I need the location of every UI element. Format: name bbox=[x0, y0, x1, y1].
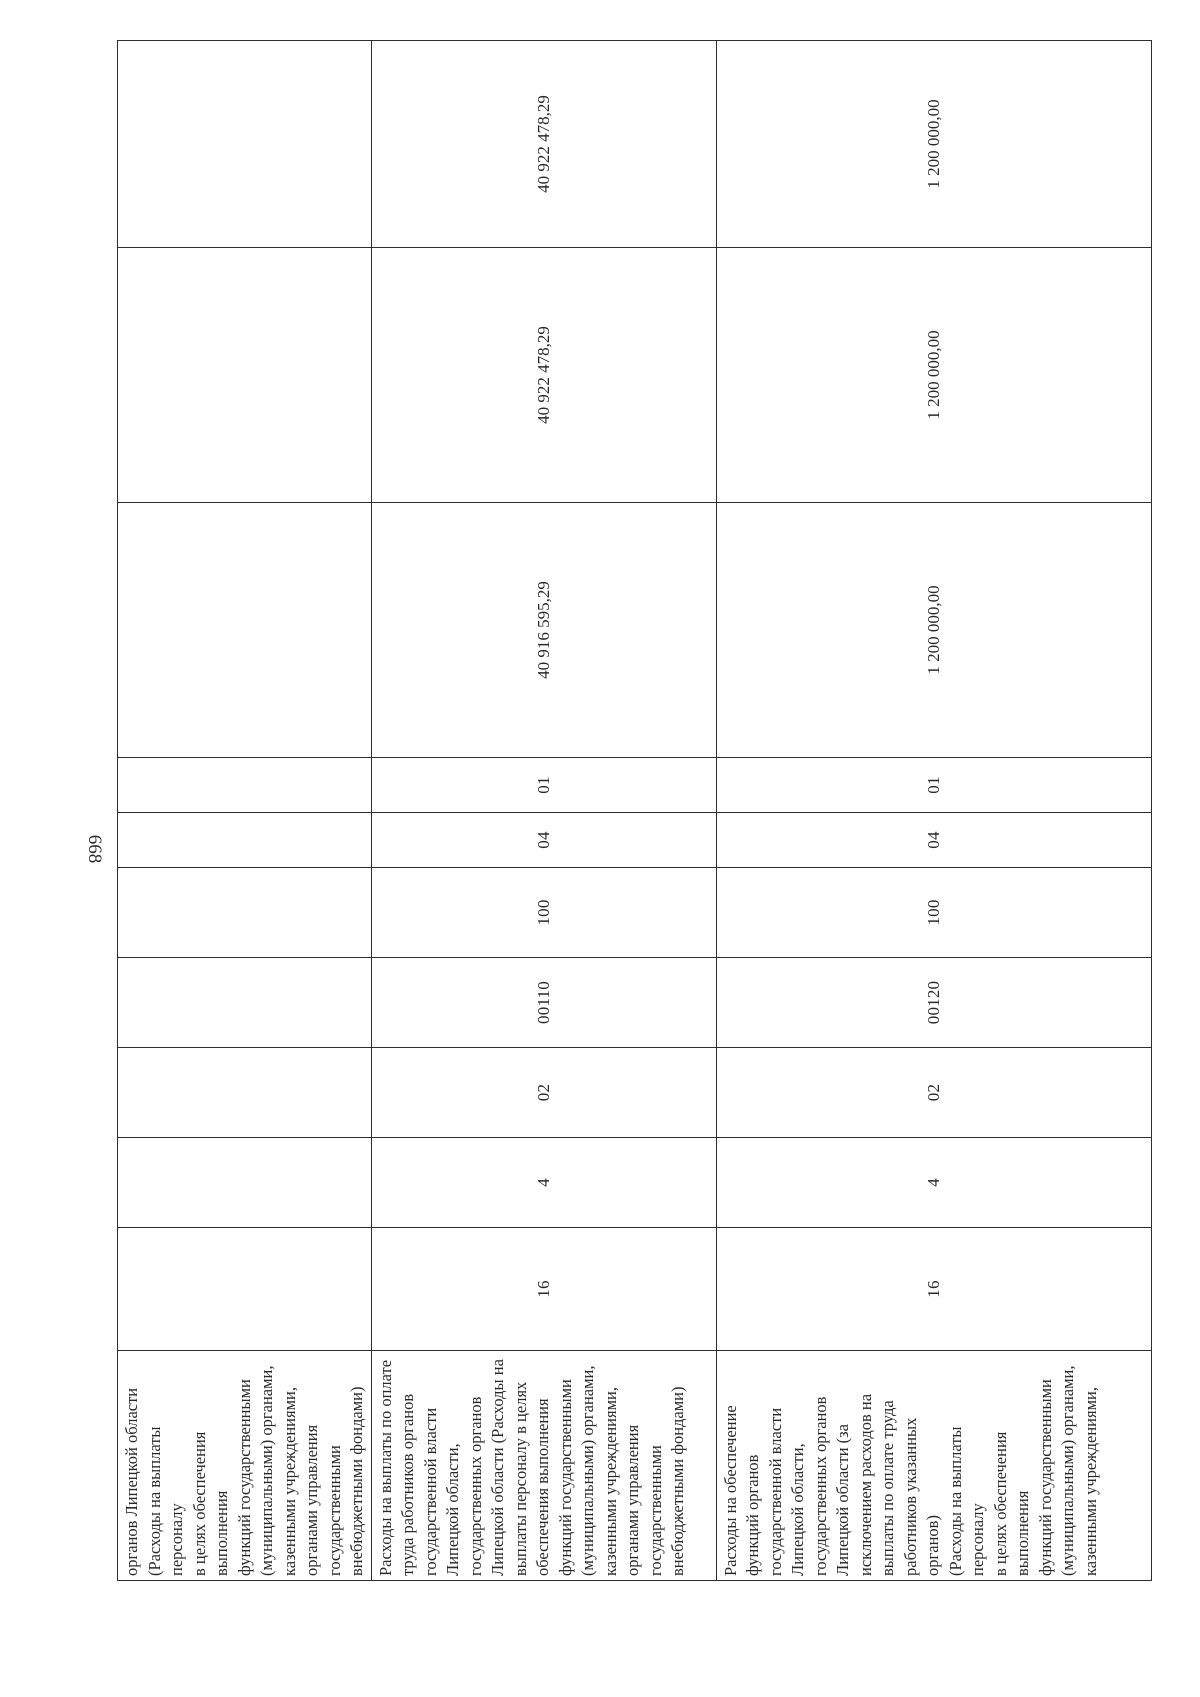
code-value: 01 bbox=[533, 776, 553, 794]
code-value: 02 bbox=[533, 1083, 553, 1102]
budget-table bbox=[117, 40, 1152, 1581]
code-cell bbox=[716, 1048, 1151, 1138]
amount-cell bbox=[118, 248, 372, 503]
code-cell bbox=[118, 868, 372, 958]
code-cell bbox=[371, 813, 716, 868]
code-value: 04 bbox=[533, 831, 553, 849]
code-value: 01 bbox=[923, 776, 943, 794]
code-cell bbox=[716, 868, 1151, 958]
row-description: органов Липецкой области (Расходы на выплаты персоналу в целях обеспечения выполнения функций государственными (муниципальными) органами, казенными учреждениями, органами управления государственными внебюджетными фондами) bbox=[122, 1365, 366, 1576]
code-cell bbox=[118, 1138, 372, 1228]
code-cell bbox=[371, 758, 716, 813]
code-value: 4 bbox=[533, 1178, 553, 1187]
amount-cell bbox=[118, 503, 372, 758]
amount-cell bbox=[371, 248, 716, 503]
code-cell bbox=[371, 868, 716, 958]
code-cell bbox=[716, 758, 1151, 813]
code-cell bbox=[118, 1048, 372, 1138]
amount-value: 40 922 478,29 bbox=[533, 95, 553, 193]
amount-cell bbox=[716, 503, 1151, 758]
code-cell bbox=[716, 1228, 1151, 1351]
code-cell bbox=[371, 1048, 716, 1138]
code-value: 00110 bbox=[533, 981, 553, 1024]
row-description-cell bbox=[716, 1351, 1151, 1581]
amount-cell bbox=[371, 503, 716, 758]
code-value: 02 bbox=[923, 1083, 943, 1102]
amount-cell bbox=[716, 248, 1151, 503]
code-value: 00120 bbox=[923, 980, 943, 1025]
row-description-cell bbox=[118, 1351, 372, 1581]
code-cell bbox=[716, 958, 1151, 1048]
code-cell bbox=[371, 958, 716, 1048]
code-value: 4 bbox=[923, 1178, 943, 1187]
amount-value: 1 200 000,00 bbox=[923, 585, 943, 675]
code-cell bbox=[371, 1228, 716, 1351]
page-number: 668 bbox=[84, 834, 105, 864]
code-cell bbox=[118, 958, 372, 1048]
rotated-table-stage bbox=[117, 41, 1117, 1581]
amount-cell bbox=[371, 41, 716, 248]
code-cell bbox=[716, 1138, 1151, 1228]
amount-cell bbox=[118, 41, 372, 248]
code-cell bbox=[371, 1138, 716, 1228]
code-value: 04 bbox=[923, 831, 943, 849]
code-cell bbox=[118, 813, 372, 868]
amount-value: 1 200 000,00 bbox=[923, 99, 943, 189]
row-description-cell bbox=[371, 1351, 716, 1581]
amount-cell bbox=[716, 41, 1151, 248]
code-value: 100 bbox=[923, 899, 943, 926]
row-description: Расходы на обеспечение функций органов государственной власти Липецкой области, государственных органов Липецкой области (за исключением расходов на выплаты по оплате труда работников указанных органов) (Расходы на выплаты персоналу в целях обеспечения выполнения функций государственными (муниципальными) органами, казенными учреждениями, bbox=[720, 1365, 1100, 1576]
table-row bbox=[716, 41, 1151, 1581]
code-value: 16 bbox=[533, 1280, 553, 1298]
code-cell bbox=[118, 1228, 372, 1351]
table-row bbox=[118, 41, 372, 1581]
code-cell bbox=[118, 758, 372, 813]
amount-value: 40 916 595,29 bbox=[533, 581, 553, 679]
code-value: 16 bbox=[923, 1280, 943, 1298]
code-value: 100 bbox=[533, 899, 553, 926]
code-cell bbox=[716, 813, 1151, 868]
amount-value: 40 922 478,29 bbox=[533, 326, 553, 424]
row-description: Расходы на выплаты по оплате труда работников органов государственной власти Липецкой области, государственных органов Липецкой области (Расходы на выплаты персоналу в целях обеспечения выполнения функций государственными (муниципальными) органами, казенными учреждениями, органами управления государственными внебюджетными фондами) bbox=[375, 1359, 687, 1576]
table-row bbox=[371, 41, 716, 1581]
amount-value: 1 200 000,00 bbox=[923, 330, 943, 420]
